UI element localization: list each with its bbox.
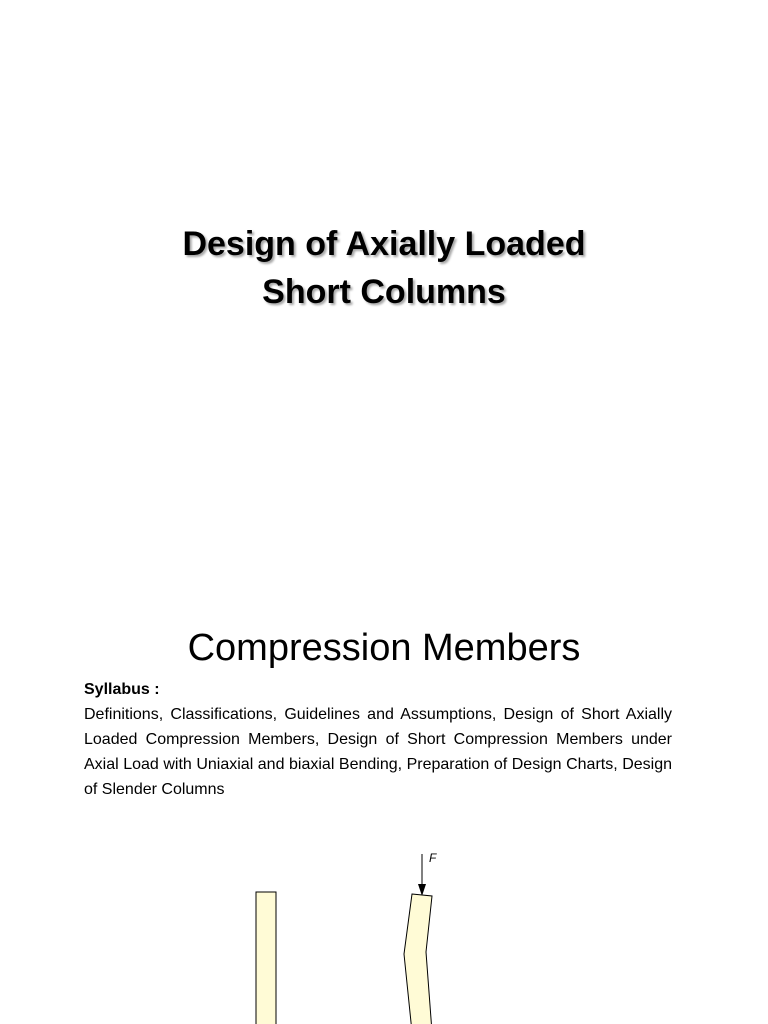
- slide-title: [0, 220, 768, 316]
- force-arrow-head: [418, 884, 426, 896]
- column-diagram: [0, 840, 768, 1024]
- section-title: Compression Members: [187, 627, 581, 669]
- syllabus-heading: Syllabus :: [84, 681, 160, 698]
- content-slide: [0, 560, 768, 1024]
- syllabus-body: Definitions, Classifications, Guidelines and Assumptions, Design of Short Axially Loaded Compression Members, Design of Short Compression Members under Axial Load with Uniaxial and biaxial Bending, Preparation of Design Charts, Design of Slender Columns: [84, 706, 672, 798]
- slide-title-line2: Short Columns: [262, 273, 506, 311]
- straight-column: [256, 892, 276, 1024]
- column-figure: [0, 840, 768, 1024]
- buckled-column: [404, 894, 432, 1024]
- slide-title-line1: Design of Axially Loaded: [182, 225, 586, 263]
- force-label: F: [429, 851, 437, 865]
